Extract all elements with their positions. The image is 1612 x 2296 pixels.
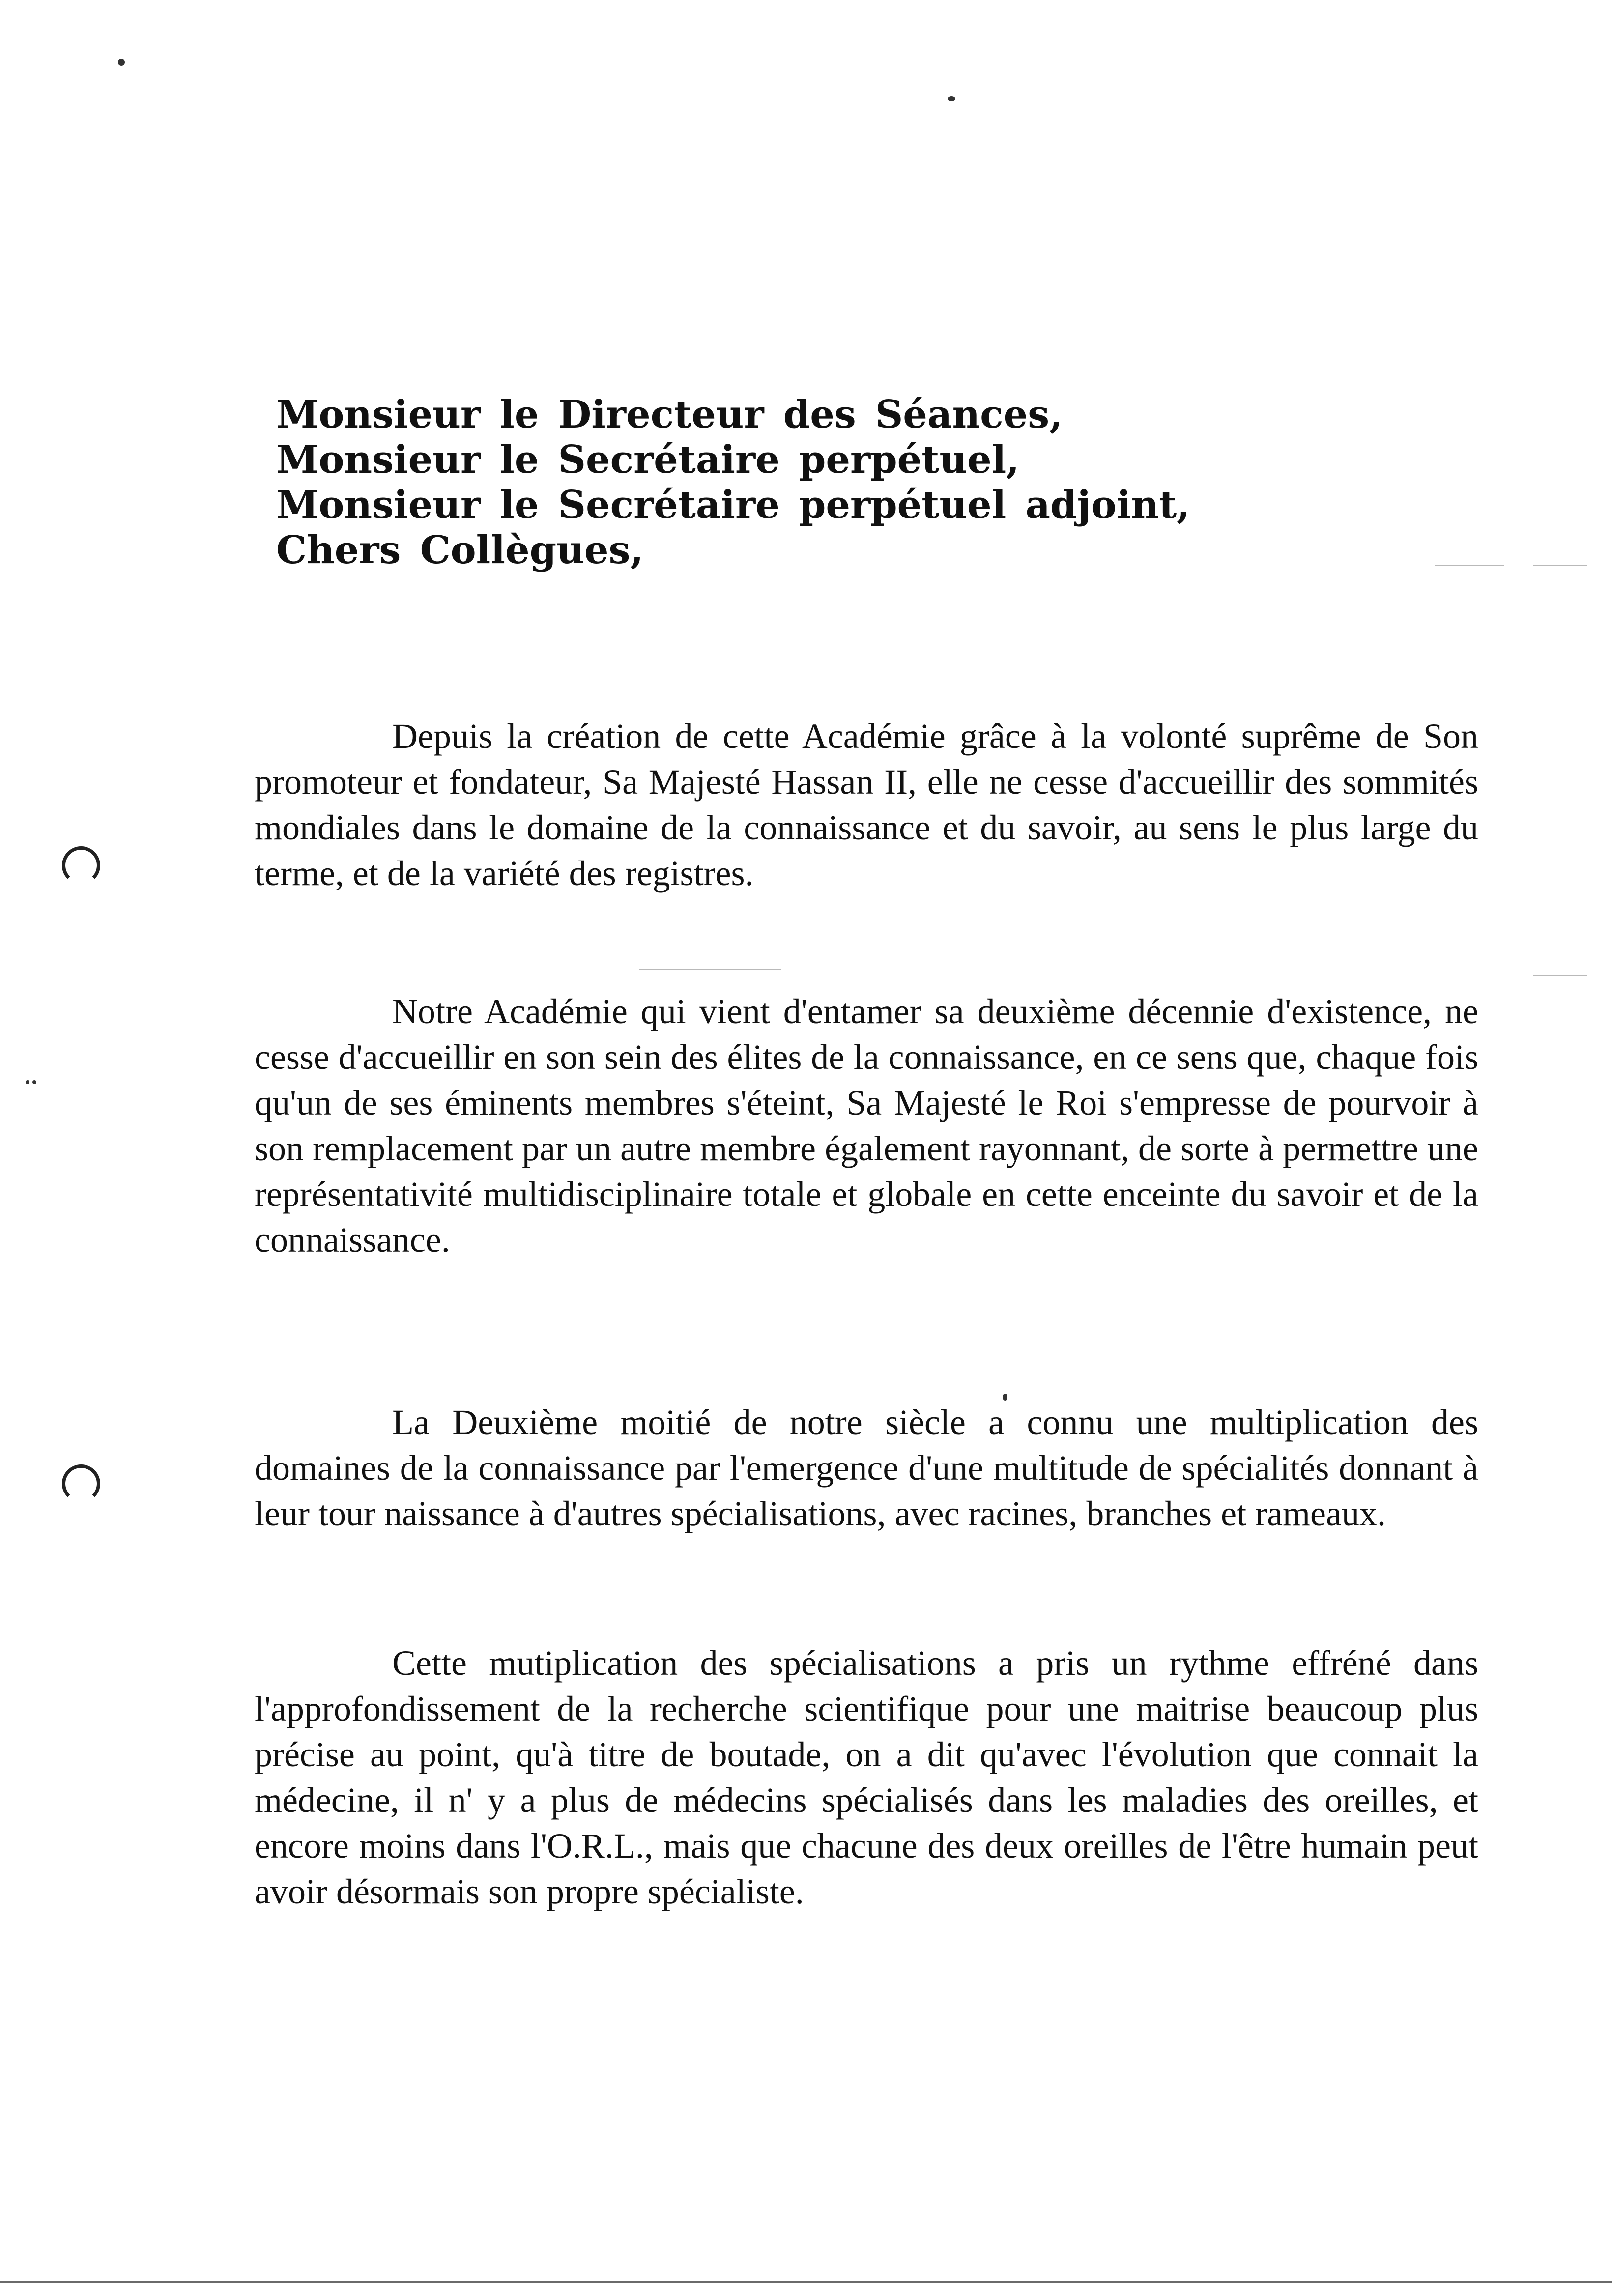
scan-line xyxy=(1533,975,1587,976)
salutation-line: Monsieur le Directeur des Séances, xyxy=(276,392,1063,437)
scan-speck xyxy=(26,1080,29,1084)
scan-speck xyxy=(118,59,125,66)
body-paragraph: Depuis la création de cette Académie grâce à la volonté suprême de Son promoteur et fondateur, Sa Majesté Hassan II, elle ne cesse d'accueillir des sommités mondiales dans le domaine de la connaissance et du savoir, au sens le plus large du terme, et de la variété des registres. xyxy=(255,717,1478,893)
scan-line xyxy=(1435,565,1504,566)
salutation-block xyxy=(276,392,1357,573)
page-bottom-edge xyxy=(0,2281,1612,2283)
salutation-line: Monsieur le Secrétaire perpétuel adjoint, xyxy=(276,483,1190,527)
body-paragraph: Cette mutiplication des spécialisations a pris un rythme effréné dans l'approfondissement de la recherche scientifique pour une maitrise beaucoup plus précise au point, qu'à titre de boutade, on a dit qu'avec l'évolution que connait la médecine, il n' y a plus de médecins spécialisés dans les maladies des oreilles, et encore moins dans l'O.R.L., mais que chacune des deux oreilles de l'être humain peut avoir désormais son propre spécialiste. xyxy=(255,1643,1478,1911)
scan-speck xyxy=(32,1080,36,1084)
salutation-line: Monsieur le Secrétaire perpétuel, xyxy=(276,437,1020,482)
scan-line xyxy=(639,969,781,970)
scan-line xyxy=(1533,565,1587,566)
scan-speck xyxy=(948,96,955,101)
salutation-line: Chers Collègues, xyxy=(276,528,644,573)
body-paragraph: La Deuxième moitié de notre siècle a connu une multiplication des domaines de la connaissance par l'emergence d'une multitude de spécialités donnant à leur tour naissance à d'autres spécialisations, avec racines, branches et rameaux. xyxy=(255,1403,1478,1533)
punch-hole-icon xyxy=(62,1464,100,1503)
punch-hole-icon xyxy=(62,846,100,885)
body-paragraph: Notre Académie qui vient d'entamer sa deuxième décennie d'existence, ne cesse d'accueillir en son sein des élites de la connaissance, en ce sens que, chaque fois qu'un de ses éminents membres s'éteint, Sa Majesté le Roi s'empresse de pourvoir à son remplacement par un autre membre également rayonnant, de sorte à permettre une représentativité multidisciplinaire totale et globale en cette enceinte du savoir et de la connaissance. xyxy=(255,992,1478,1260)
